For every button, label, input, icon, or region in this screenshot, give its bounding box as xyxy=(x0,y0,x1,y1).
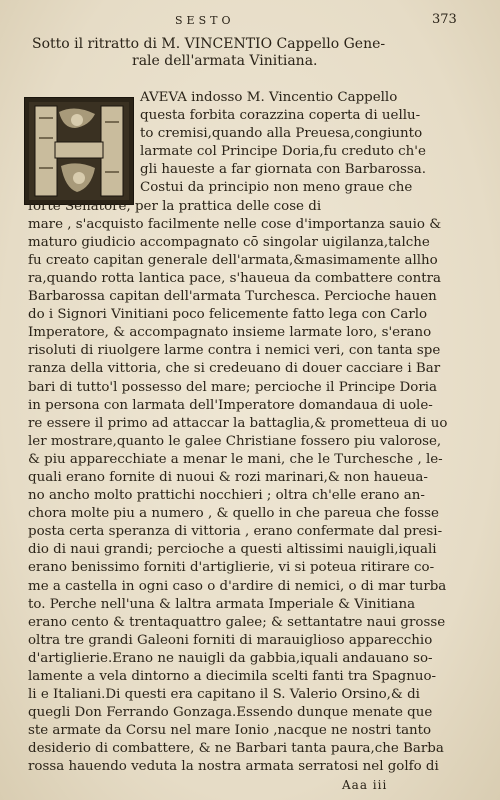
text-line: maturo giudicio accompagnato cō singolar uigilanza,talche xyxy=(28,234,430,250)
text-line: erano benissimo forniti d'artiglierie, vi si poteua ritirare co- xyxy=(28,560,435,576)
text-line: & piu apparecchiate a menar le mani, che le Turchesche , le- xyxy=(28,451,443,467)
signature-mark: Aaa iii xyxy=(342,778,388,792)
text-line: ranza della vittoria, che si credeuano di douer cacciare i Bar xyxy=(28,361,441,377)
text-line: fu creato capitan generale dell'armata,&masimamente allho xyxy=(28,252,438,268)
text-line: d'artiglierie.Erano ne nauigli da gabbia,iquali andauano so- xyxy=(28,650,433,666)
text-line: dio di naui grandi; percioche a questi altissimi nauigli,iquali xyxy=(28,542,437,558)
text-line: desiderio di combattere, & ne Barbari tanta paura,che Barba xyxy=(28,741,444,757)
text-line: oltra tre grandi Galeoni forniti di marauiglioso apparecchio xyxy=(28,632,433,648)
text-line: ste armate da Corsu nel mare Ionio ,nacque ne nostri tanto xyxy=(28,723,432,739)
text-line: gli haueste a far giornata con Barbarossa. xyxy=(140,162,427,178)
text-line: lamente a vela dintorno a diecimila scelti fanti tra Spagnuo- xyxy=(28,669,437,684)
text-line: mare , s'acquisto facilmente nelle cose d'importanza sauio & xyxy=(28,216,442,232)
text-line: posta certa speranza di vittoria , erano confermate dal presi- xyxy=(28,524,443,540)
page-number: 373 xyxy=(432,12,457,27)
text-line: forte Senatore, per la prattica delle cose di xyxy=(28,198,322,214)
text-line: Imperatore, & accompagnato insieme larmate loro, s'erano xyxy=(28,325,432,341)
text-line: in persona con larmata dell'Imperatore domandaua di uole- xyxy=(28,397,433,413)
text-line: me a castella in ogni caso o d'ardire di nemici, o di mar turba xyxy=(28,578,447,594)
text-line: questa forbita corazzina coperta di uellu- xyxy=(140,108,421,124)
text-line: quegli Don Ferrando Gonzaga.Essendo dunque menate que xyxy=(28,705,433,721)
heading-line-2: rale dell'armata Vinitiana. xyxy=(132,53,318,69)
text-line: rossa hauendo veduta la nostra armata serratosi nel golfo di xyxy=(28,759,439,775)
text-line: to cremisi,quando alla Preuesa,congiunto xyxy=(140,126,423,142)
text-line: risoluti di riuolgere larme contra i nemici veri, con tanta spe xyxy=(28,343,441,359)
running-head-title: SESTO xyxy=(175,14,235,27)
text-line: do i Signori Vinitiani poco felicemente fatto lega con Carlo xyxy=(28,307,428,323)
text-line: AVEVA indosso M. Vincentio Cappello xyxy=(140,90,398,105)
text-line: chora molte piu a numero , & quello in che pareua che fosse xyxy=(28,506,439,522)
text-line: to. Perche nell'una & laltra armata Imperiale & Vinitiana xyxy=(28,596,416,612)
text-line: erano cento & trentaquattro galee; & settantatre naui grosse xyxy=(28,614,446,630)
text-line: no ancho molto prattichi nocchieri ; oltra ch'elle erano an- xyxy=(28,488,425,504)
text-line: Costui da principio non meno graue che xyxy=(140,180,413,196)
running-head xyxy=(0,10,500,30)
body-text xyxy=(28,89,478,777)
text-line: re essere il primo ad attaccar la battaglia,& prometteua di uo xyxy=(28,415,448,431)
text-line: ler mostrare,quanto le galee Christiane fossero piu valorose, xyxy=(28,433,442,449)
text-line: ra,quando rotta lantica pace, s'haueua da combattere contra xyxy=(28,270,442,286)
text-line: larmate col Principe Doria,fu creduto ch'e xyxy=(140,144,426,160)
text-line: quali erano fornite di nuoui & rozi marinari,& non haueua- xyxy=(28,469,428,485)
heading-line-1: Sotto il ritratto di M. VINCENTIO Cappello Gene- xyxy=(32,36,386,52)
text-line: li e Italiani.Di questi era capitano il S. Valerio Orsino,& di xyxy=(28,687,420,703)
text-line: Barbarossa capitan dell'armata Turchesca. Percioche hauen xyxy=(28,289,437,305)
text-line: bari di tutto'l possesso del mare; percioche il Principe Doria xyxy=(28,379,438,395)
portrait-caption-heading xyxy=(32,36,472,70)
